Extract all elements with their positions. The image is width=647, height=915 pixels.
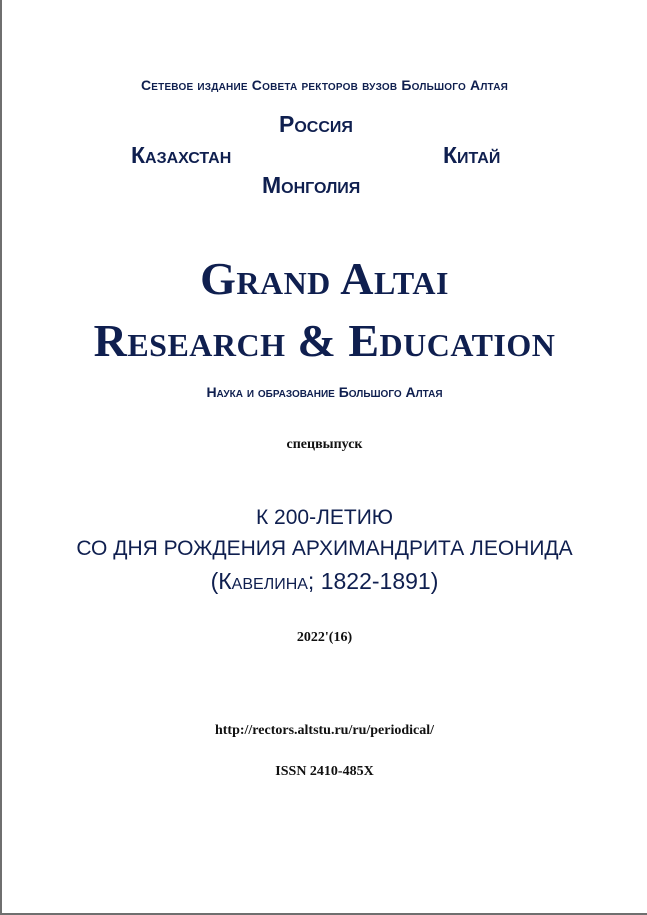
issue-number: 2022'(16) [296, 630, 353, 645]
publisher-line: Сетевое издание Совета ректоров вузов Большого Алтая [140, 77, 509, 93]
country-mongolia: Монголия [262, 172, 361, 198]
issn-number: ISSN 2410-485X [275, 764, 374, 779]
special-issue-label: спецвыпуск [286, 437, 363, 452]
country-russia: Россия [279, 111, 353, 137]
journal-title-line-2: Research & Education [93, 315, 556, 366]
dedication-line-2: СО ДНЯ РОЖДЕНИЯ АРХИМАНДРИТА ЛЕОНИДА [76, 537, 573, 560]
journal-title-line-1: Grand Altai [200, 253, 449, 304]
journal-url-link[interactable]: http://rectors.altstu.ru/ru/periodical/ [214, 723, 435, 738]
country-china: Китай [443, 142, 501, 168]
dedication-line-3: (Кавелина; 1822-1891) [210, 568, 439, 594]
country-kazakhstan: Казахстан [131, 142, 232, 168]
journal-subtitle: Наука и образование Большого Алтая [206, 384, 443, 400]
dedication-line-1: К 200-ЛЕТИЮ [255, 506, 394, 529]
